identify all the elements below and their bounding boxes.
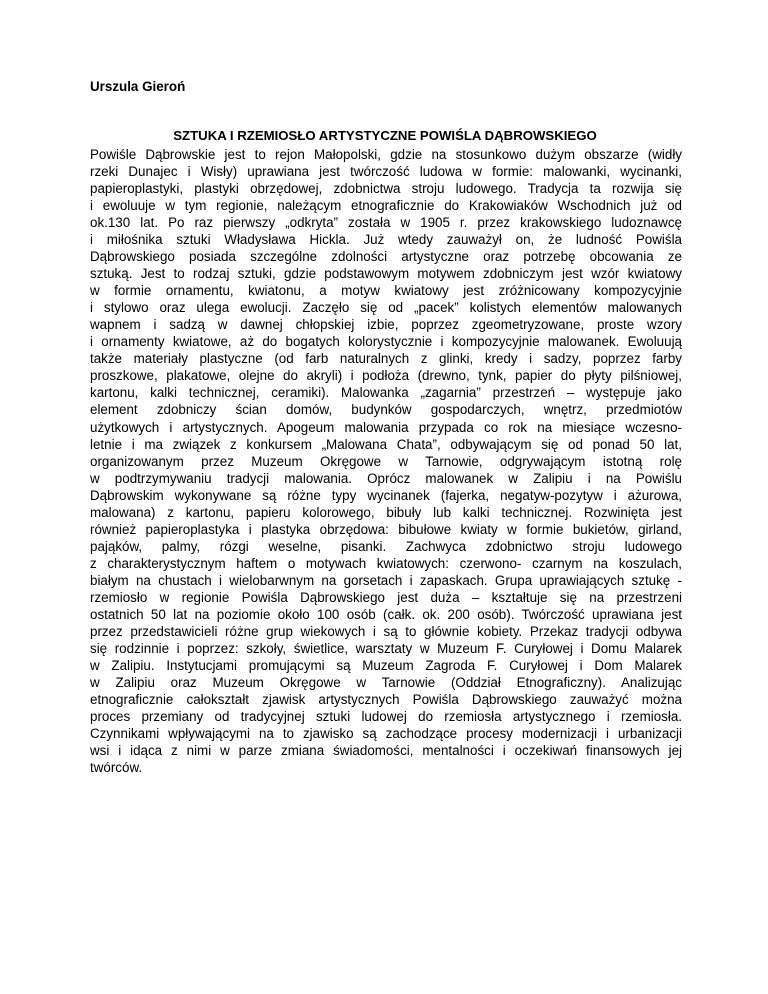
text-line: w formie ornamentu, kwiatonu, a motyw kwiatowy jest zróżnicowany kompozycyjnie [90,283,682,299]
author-name: Urszula Gieroń [90,79,186,94]
text-line: element zdobniczy ścian domów, budynków gospodarczych, wnętrz, przedmiotów [90,402,682,418]
text-line: się rodzinnie i poprzez: szkoły, świetlice, warsztaty w Muzeum F. Curyłowej i Domu Malarek [90,640,682,656]
text-line: letnie i ma związek z konkursem „Malowana Chata”, odbywającym się od ponad 50 lat, [90,436,682,452]
text-line: i miłośnika sztuki Władysława Hickla. Już wtedy zauważył on, że ludność Powiśla [90,232,682,248]
text-line: Czynnikami wpływającymi na to zjawisko są zachodzące procesy modernizacji i urbanizacji [90,726,682,742]
text-line: również papieroplastyka i plastyka obrzędowa: bibułowe kwiaty w formie bukietów, girland, [90,521,682,537]
text-line: białym na chustach i wielobarwnym na gorsetach i zapaskach. Grupa uprawiających sztukę - [90,572,682,588]
text-line: i ornamenty kwiatowe, aż do bogatych kolorystycznie i kompozycyjnie malowanek. Ewoluują [90,334,682,350]
text-line: w Zalipiu oraz Muzeum Okręgowe w Tarnowie (Oddział Etnograficzny). Analizując [90,674,682,690]
text-line: i stylowo oraz ulega ewolucji. Zaczęło się od „pacek” kolistych elementów malowanych [90,300,682,316]
text-line: Powiśle Dąbrowskie jest to rejon Małopolski, gdzie na stosunkowo dużym obszarze (widły [90,147,682,162]
text-line: użytkowych i artystycznych. Apogeum malowania przypada co rok na miesiące wczesno- [90,419,682,435]
text-line: przez przedstawicieli różne grup wiekowych i są to głównie kobiety. Przekaz tradycji odbywa [90,623,682,639]
text-line: Dąbrowskim wykonywane są różne typy wycinanek (fajerka, negatyw-pozytyw i ażurowa, [90,487,682,503]
text-line: kartonu, kalki technicznej, ceramiki). Malowanka „zagarnia” przestrzeń – występuje jako [90,385,682,401]
text-line: ostatnich 50 lat na poziomie około 100 osób (całk. ok. 200 osób). Twórczość uprawiana jest [90,606,682,622]
text-line: proces przemiany od tradycyjnej sztuki ludowej do rzemiosła artystycznego i rzemiosła. [90,709,682,725]
text-line: rzemiosło w regionie Powiśla Dąbrowskiego jest duża – kształtuje się na przestrzeni [90,589,682,605]
text-line: etnograficznie całokształt zjawisk artystycznych Powiśla Dąbrowskiego zauważyć można [90,692,682,707]
text-line: i ewoluuje w tym regionie, należącym etnograficznie do Krakowiaków Wschodnich już od [90,198,682,214]
text-line: malowana) z kartonu, papieru kolorowego, bibuły lub kalki technicznej. Rozwinięta jest [90,504,682,520]
text-line: w Zalipiu. Instytucjami promującymi są Muzeum Zagroda F. Curyłowej i Dom Malarek [90,657,682,673]
text-line: organizowanym przez Muzeum Okręgowe w Tarnowie, odgrywającym istotną rolę [90,453,682,469]
text-line: proszkowe, plakatowe, olejne do akryli) i podłoża (drewno, tynk, papier do płyty pilśniowej, [90,368,682,384]
text-line: papieroplastyki, plastyki obrzędowej, zdobnictwa stroju ludowego. Tradycja ta rozwija się [90,181,682,197]
text-line: wsi i idąca z nimi w parze zmiana świadomości, mentalności i oczekiwań finansowych jej [90,743,682,759]
text-line: z charakterystycznym haftem o motywach kwiatowych: czerwono- czarnym na koszulach, [90,555,682,571]
document-title: SZTUKA I RZEMIOSŁO ARTYSTYCZNE POWIŚLA DĄBROWSKIEGO [173,128,597,143]
text-line: także materiały plastyczne (od farb naturalnych z glinki, kredy i sadzy, poprzez farby [90,351,682,367]
text-line: twórców. [90,760,143,776]
text-line: w podtrzymywaniu tradycji malowania. Oprócz malowanek w Zalipiu i na Powiślu [90,470,682,486]
text-line: sztuką. Jest to rodzaj sztuki, gdzie podstawowym motywem zdobniczym jest wzór kwiatowy [90,266,682,282]
text-line: wapnem i sadzą w dawnej chłopskiej izbie, poprzez zgeometryzowane, proste wzory [90,317,682,333]
text-line: pająków, palmy, rózgi weselne, pisanki. Zachwyca zdobnictwo stroju ludowego [90,538,682,554]
text-line: Dąbrowskiego posiada szczególne zdolności artystyczne oraz potrzebę obcowania ze [90,249,682,265]
text-line: ok.130 lat. Po raz pierwszy „odkryta” została w 1905 r. przez krakowskiego ludoznawcę [90,215,682,231]
body-paragraph [90,146,682,776]
text-line: rzeki Dunajec i Wisły) uprawiana jest twórczość ludowa w formie: malowanki, wycinanki, [90,164,682,180]
